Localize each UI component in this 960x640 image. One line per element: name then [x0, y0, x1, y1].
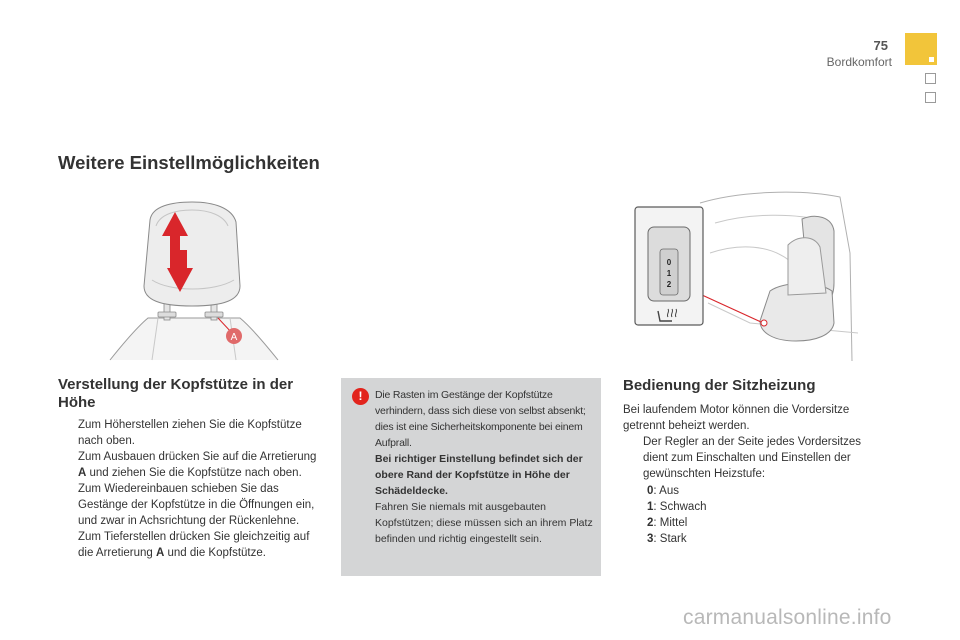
step-text: Zum Höherstellen ziehen Sie die Kopfstütze nach oben.: [78, 419, 302, 447]
watermark: carmanualsonline.info: [683, 606, 892, 629]
seat-heater-illustration: [620, 183, 858, 363]
chapter-tab-box: [925, 73, 936, 84]
headrest-heading: Verstellung der Kopfstütze in der Höhe: [58, 376, 294, 411]
warning-emphasis: Bei richtiger Einstellung befindet sich der obere Rand der Kopfstütze in Höhe der Schädeldecke.: [375, 453, 583, 497]
step-text: Der Regler an der Seite jedes Vordersitzes dient zum Einschalten und Einstellen der gewünschten Heizstufe:: [643, 436, 861, 480]
level-label: : Stark: [653, 533, 687, 545]
chapter-tab-marker: [905, 33, 937, 65]
list-item: [58, 481, 320, 529]
headrest-steps: [58, 417, 320, 561]
seat-heating-intro: Bei laufendem Motor können die Vordersitze getrennt beheizt werden.: [623, 404, 850, 432]
page-title: Weitere Einstellmöglichkeiten: [58, 152, 320, 173]
dial-level-1: 1: [666, 269, 672, 278]
list-item: [647, 499, 706, 515]
dial-level-0: 0: [666, 258, 672, 267]
tab-dot-icon: [929, 57, 934, 62]
callout-a-label: A: [230, 332, 238, 343]
list-item: [623, 434, 885, 482]
warning-text: [375, 387, 597, 547]
list-item: [647, 515, 706, 531]
step-text: und die Kopfstütze.: [164, 547, 266, 559]
level-value: 0: [647, 485, 654, 497]
chapter-tab-box: [925, 92, 936, 103]
list-item: [58, 449, 320, 481]
dial-level-2: 2: [666, 280, 672, 289]
level-value: 2: [647, 517, 654, 529]
seat-heating-steps: [623, 434, 885, 482]
level-value: 1: [647, 501, 654, 513]
seat-heating-heading: Bedienung der Sitzheizung: [623, 377, 816, 394]
step-text: Zum Tieferstellen drücken Sie gleichzeitig auf die Arretierung: [78, 531, 310, 559]
level-label: : Schwach: [653, 501, 707, 513]
list-item: [647, 531, 706, 547]
callout-reference: A: [156, 547, 165, 559]
step-text: und ziehen Sie die Kopfstütze nach oben.: [86, 467, 302, 479]
list-item: [58, 529, 320, 561]
level-value: 3: [647, 533, 654, 545]
warning-icon: !: [352, 388, 369, 405]
callout-reference: A: [78, 467, 87, 479]
level-label: : Mittel: [653, 517, 688, 529]
step-text: Zum Wiedereinbauen schieben Sie das Gestänge der Kopfstütze in die Öffnungen ein, und zwar in Achsrichtung der Rückenlehne.: [78, 483, 315, 527]
headrest-illustration: [100, 200, 290, 365]
page-number: 75: [873, 38, 888, 53]
list-item: [58, 417, 320, 449]
warning-intro: Die Rasten im Gestänge der Kopfstütze verhindern, dass sich diese von selbst absenkt; dies ist eine Sicherheitskomponente bei einem Aufprall.: [375, 389, 586, 449]
step-text: Zum Ausbauen drücken Sie auf die Arretierung: [78, 451, 317, 463]
warning-body: Fahren Sie niemals mit ausgebauten Kopfstützen; diese müssen sich an ihrem Platz befinden und richtig eingestellt sein.: [375, 501, 593, 545]
heating-levels: [647, 483, 706, 547]
list-item: [647, 483, 706, 499]
section-name: Bordkomfort: [826, 55, 892, 69]
level-label: : Aus: [653, 485, 679, 497]
